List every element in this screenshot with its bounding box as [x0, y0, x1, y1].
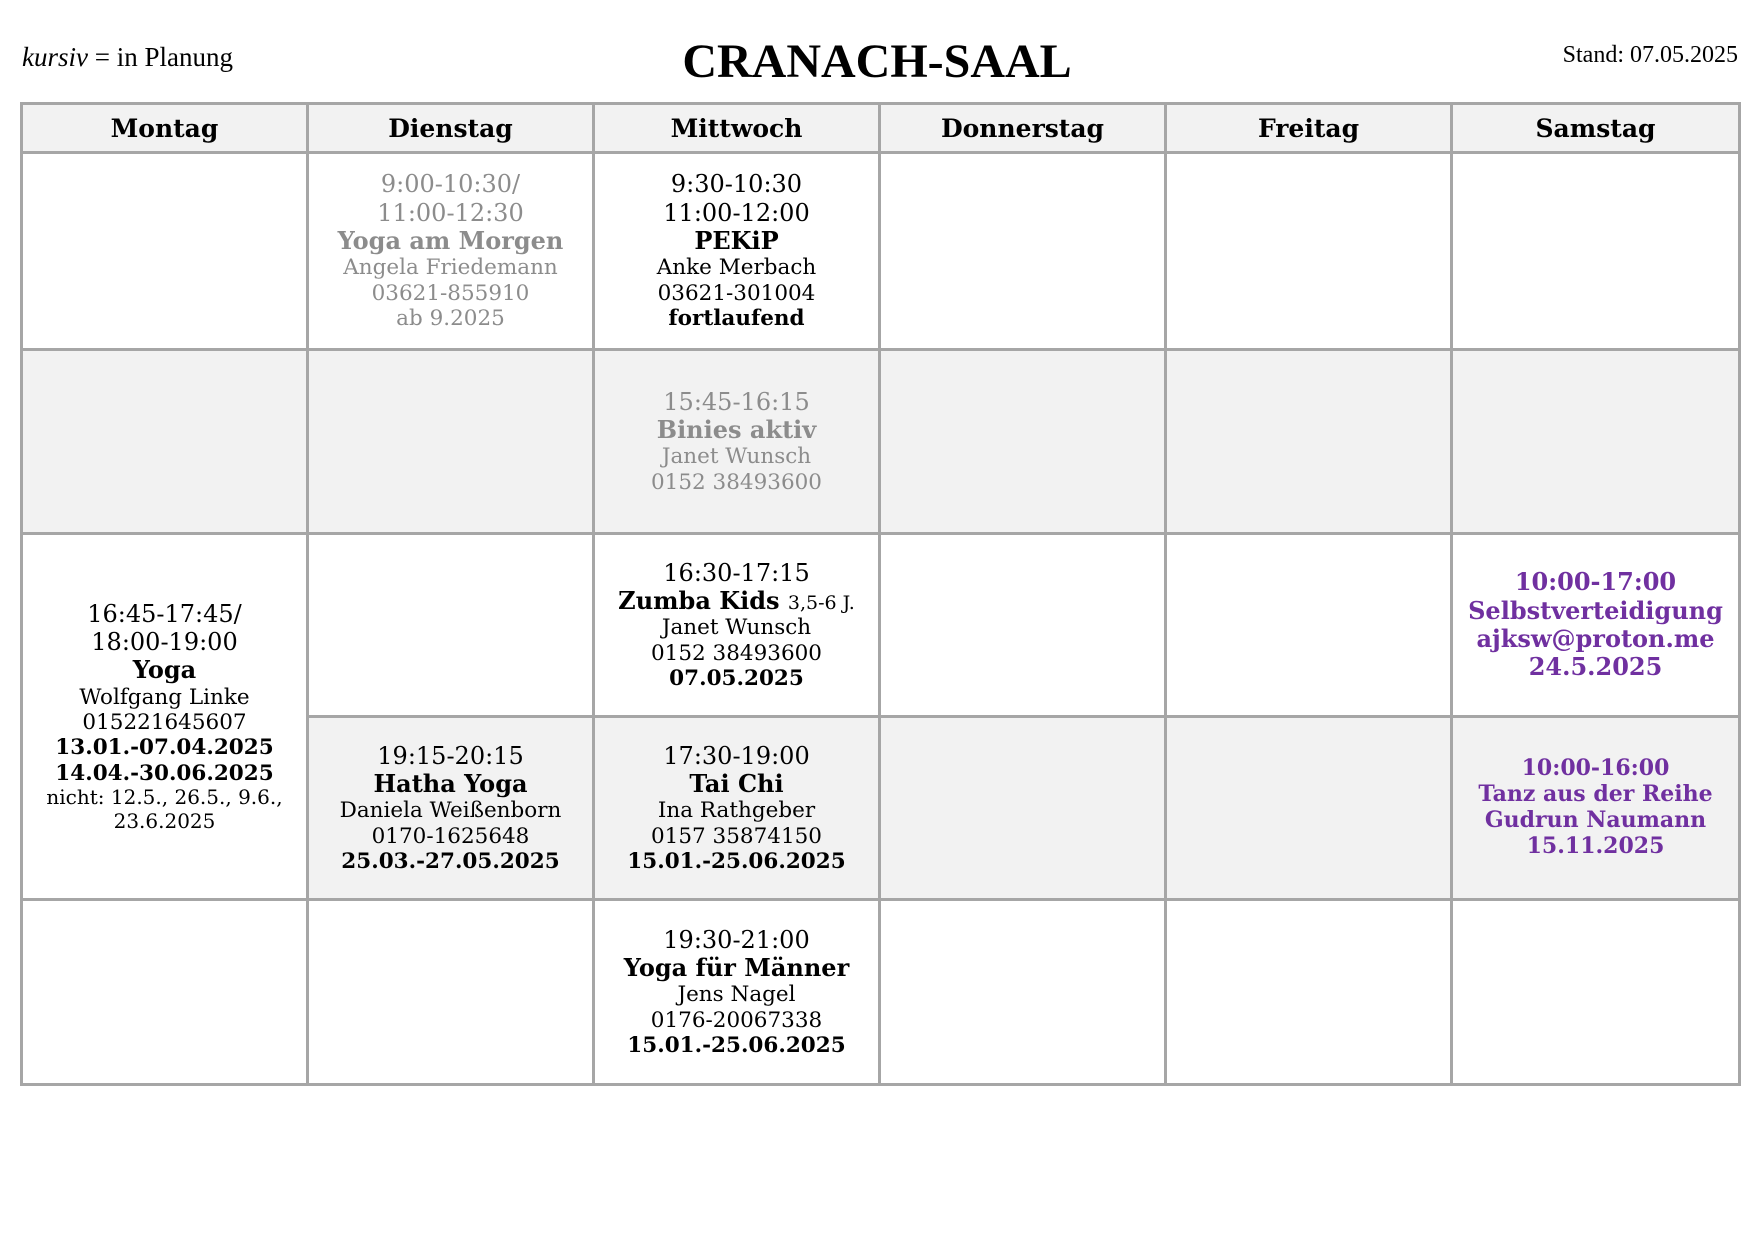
day-header-friday: Freitag: [1166, 104, 1452, 153]
event-phone: 0152 38493600: [651, 640, 822, 666]
event-date: 15.11.2025: [1526, 832, 1665, 859]
event-name: PEKiP: [694, 226, 779, 256]
empty-cell: [880, 717, 1166, 900]
event-cell-yoga-montag: [22, 534, 308, 900]
event-name: Zumba Kids: [618, 585, 780, 615]
empty-cell: [1166, 350, 1452, 534]
event-contact: ajksw@proton.me: [1476, 624, 1715, 653]
legend-italic-label: kursiv: [22, 42, 88, 72]
event-name: Yoga am Morgen: [337, 226, 564, 256]
event-time: 11:00-12:30: [377, 198, 524, 227]
event-date: ab 9.2025: [396, 306, 505, 332]
event-cell-tai-chi: [594, 717, 880, 900]
event-person: Angela Friedemann: [343, 255, 558, 281]
event-selbstverteidigung: [1453, 568, 1738, 681]
event-name: Tanz aus der Reihe: [1478, 781, 1713, 808]
event-time: 19:15-20:15: [377, 741, 524, 770]
event-date: 15.01.-25.06.2025: [627, 1032, 846, 1058]
event-phone: 0170-1625648: [371, 823, 530, 849]
empty-cell: [1166, 153, 1452, 350]
event-time: 16:30-17:15: [663, 558, 810, 587]
event-name: Hatha Yoga: [373, 768, 528, 798]
schedule-table: [20, 102, 1741, 1086]
event-person: Janet Wunsch: [661, 615, 812, 641]
event-phone: 015221645607: [82, 710, 247, 736]
event-person: Jens Nagel: [677, 982, 796, 1008]
event-date: 24.5.2025: [1528, 652, 1663, 682]
event-zumba-kids: [595, 559, 878, 692]
event-cell-yoga-am-morgen: [308, 153, 594, 350]
event-date: 13.01.-07.04.2025: [55, 735, 274, 761]
day-header-thursday: Donnerstag: [880, 104, 1166, 153]
day-header-wednesday: Mittwoch: [594, 104, 880, 153]
page-title: CRANACH-SAAL: [682, 35, 1072, 88]
event-date: 15.01.-25.06.2025: [627, 848, 846, 874]
event-tanz-aus-der-reihe: [1453, 756, 1738, 860]
empty-cell: [1166, 900, 1452, 1085]
event-time: 9:30-10:30: [670, 170, 803, 199]
event-note: 23.6.2025: [113, 808, 216, 833]
event-cell-binies-aktiv: [594, 350, 880, 534]
event-yoga-am-morgen: [309, 170, 592, 331]
event-name: Yoga für Männer: [623, 952, 850, 982]
empty-cell: [22, 153, 308, 350]
event-date: fortlaufend: [668, 306, 805, 332]
event-yoga-fuer-maenner: [595, 926, 878, 1059]
table-row: [22, 534, 1740, 717]
event-person: Daniela Weißenborn: [339, 798, 562, 824]
table-row: [22, 900, 1740, 1085]
event-phone: 03621-855910: [371, 280, 530, 306]
event-time: 11:00-12:00: [663, 198, 810, 227]
empty-cell: [880, 350, 1166, 534]
table-row: [22, 153, 1740, 350]
event-name: Selbstverteidigung: [1468, 595, 1723, 625]
event-date: 14.04.-30.06.2025: [55, 760, 274, 786]
event-person: Ina Rathgeber: [657, 798, 816, 824]
day-header-saturday: Samstag: [1452, 104, 1740, 153]
event-date: 25.03.-27.05.2025: [341, 848, 560, 874]
table-row: [22, 350, 1740, 534]
event-time: 10:00-17:00: [1514, 567, 1677, 597]
legend-text: = in Planung: [87, 42, 233, 72]
event-time: 10:00-16:00: [1521, 755, 1670, 782]
stand-date: Stand: 07.05.2025: [1562, 42, 1738, 68]
empty-cell: [1166, 717, 1452, 900]
empty-cell: [1452, 900, 1740, 1085]
empty-cell: [880, 534, 1166, 717]
empty-cell: [1452, 153, 1740, 350]
event-tai-chi: [595, 742, 878, 875]
empty-cell: [880, 153, 1166, 350]
event-name: Binies aktiv: [656, 415, 817, 445]
event-pekip: [595, 170, 878, 331]
event-time: 18:00-19:00: [91, 628, 238, 657]
event-time: 9:00-10:30/: [380, 170, 521, 199]
event-cell-yoga-fuer-maenner: [594, 900, 880, 1085]
event-binies-aktiv: [595, 388, 878, 495]
empty-cell: [308, 534, 594, 717]
event-name: Yoga: [132, 655, 197, 685]
event-time: 19:30-21:00: [663, 925, 810, 954]
event-time: 16:45-17:45/: [87, 599, 242, 628]
empty-cell: [880, 900, 1166, 1085]
empty-cell: [308, 900, 594, 1085]
event-cell-selbstverteidigung: [1452, 534, 1740, 717]
event-person: Anke Merbach: [656, 255, 817, 281]
event-yoga-montag: [23, 600, 306, 834]
empty-cell: [308, 350, 594, 534]
event-name: Tai Chi: [689, 768, 784, 798]
empty-cell: [22, 350, 308, 534]
event-hatha-yoga: [309, 742, 592, 875]
event-phone: 0152 38493600: [651, 469, 822, 495]
empty-cell: [1452, 350, 1740, 534]
event-name-line: [595, 587, 878, 615]
day-header-tuesday: Dienstag: [308, 104, 594, 153]
event-person: Janet Wunsch: [661, 444, 812, 470]
event-person: Wolfgang Linke: [79, 684, 250, 710]
event-time: 15:45-16:15: [663, 387, 810, 416]
event-cell-hatha-yoga: [308, 717, 594, 900]
event-person: Gudrun Naumann: [1484, 807, 1707, 833]
empty-cell: [1166, 534, 1452, 717]
empty-cell: [22, 900, 308, 1085]
event-age: 3,5-6 J.: [787, 591, 855, 614]
event-phone: 0176-20067338: [650, 1007, 823, 1033]
event-cell-zumba-kids: [594, 534, 880, 717]
event-cell-tanz-aus-der-reihe: [1452, 717, 1740, 900]
event-phone: 03621-301004: [657, 280, 816, 306]
event-note: nicht: 12.5., 26.5., 9.6.,: [46, 785, 283, 810]
day-header-monday: Montag: [22, 104, 308, 153]
event-time: 17:30-19:00: [663, 741, 810, 770]
event-phone: 0157 35874150: [651, 823, 822, 849]
event-cell-pekip: [594, 153, 880, 350]
event-date: 07.05.2025: [669, 665, 804, 691]
day-header-row: [22, 104, 1740, 153]
